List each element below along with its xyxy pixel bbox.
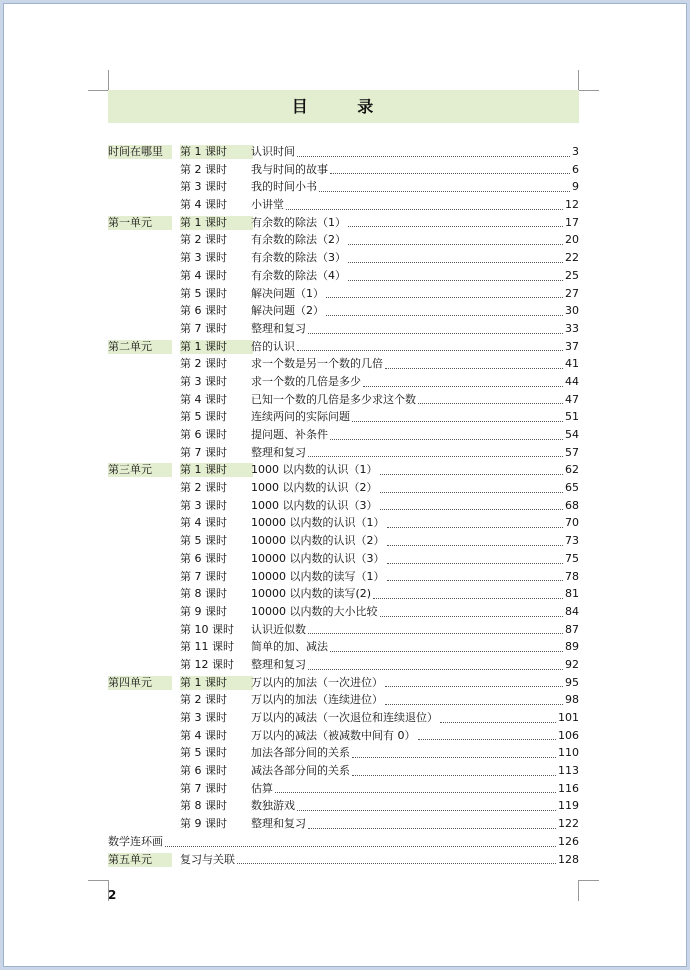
- toc-lesson-label: 第 4 课时: [180, 198, 227, 212]
- toc-lesson-label: 第 5 课时: [180, 286, 227, 300]
- toc-page-number: 116: [558, 781, 579, 795]
- toc-entry: [251, 320, 579, 338]
- toc-lesson-label: 第 6 课时: [180, 304, 227, 318]
- toc-page-number: 9: [572, 180, 579, 194]
- toc-page-number: 128: [558, 852, 579, 866]
- toc-entry: [180, 851, 579, 869]
- toc-row[interactable]: [108, 143, 579, 161]
- toc-title: 目 录: [108, 90, 579, 123]
- toc-entry-title: 我与时间的故事: [251, 162, 328, 176]
- toc-dot-leader: [297, 798, 556, 811]
- toc-dot-leader: [380, 497, 564, 510]
- toc-lesson-label: 第 5 课时: [180, 746, 227, 760]
- toc-entry-title: 10000 以内数的读写（1）: [251, 569, 385, 583]
- page-number: 2: [108, 888, 117, 902]
- toc-dot-leader: [308, 444, 563, 457]
- toc-entry-title: 整理和复习: [251, 321, 306, 335]
- toc-entry: [251, 497, 579, 515]
- toc-entry: [251, 143, 579, 161]
- toc-dot-leader: [297, 144, 570, 157]
- toc-row[interactable]: [108, 797, 579, 815]
- toc-row[interactable]: [108, 568, 579, 586]
- toc-dot-leader: [308, 321, 563, 334]
- toc-row[interactable]: [108, 727, 579, 745]
- toc-entry: [251, 674, 579, 692]
- toc-entry-title: 倍的认识: [251, 339, 295, 353]
- toc-dot-leader: [385, 674, 563, 687]
- toc-row[interactable]: [108, 461, 579, 479]
- toc-entry-title: 10000 以内数的认识（3）: [251, 551, 385, 565]
- toc-entry: [251, 656, 579, 674]
- toc-page-number: 89: [565, 640, 579, 654]
- toc-lesson-label: 第 1 课时: [180, 340, 253, 354]
- toc-entry: [251, 302, 579, 320]
- toc-page-number: 37: [565, 339, 579, 353]
- toc-entry-title: 整理和复习: [251, 817, 306, 831]
- toc-entry: [251, 815, 579, 833]
- toc-dot-leader: [380, 604, 564, 617]
- toc-lesson-label: 第 3 课时: [180, 374, 227, 388]
- toc-entry-title: 万以内的加法（一次进位）: [251, 675, 383, 689]
- toc-page-number: 41: [565, 357, 579, 371]
- toc-entry: [251, 780, 579, 798]
- toc-lesson-label: 第 7 课时: [180, 781, 227, 795]
- toc-row[interactable]: [108, 780, 579, 798]
- toc-unit-label: 第一单元: [108, 216, 172, 230]
- toc-dot-leader: [348, 268, 563, 281]
- toc-dot-leader: [387, 568, 564, 581]
- toc-entry: [251, 744, 579, 762]
- toc-lesson-label: 第 1 课时: [180, 145, 253, 159]
- toc-page-number: 25: [565, 268, 579, 282]
- toc-dot-leader: [165, 834, 556, 847]
- toc-row[interactable]: [108, 302, 579, 320]
- toc-entry: [108, 833, 579, 851]
- toc-row[interactable]: [108, 161, 579, 179]
- toc-page-number: 73: [565, 534, 579, 548]
- toc-lesson-label: 第 3 课时: [180, 498, 227, 512]
- toc-page-number: 44: [565, 374, 579, 388]
- toc-entry: [251, 408, 579, 426]
- toc-dot-leader: [330, 161, 570, 174]
- toc-page-number: 126: [558, 834, 579, 848]
- toc-entry: [251, 355, 579, 373]
- toc-lesson-label: 第 4 课时: [180, 728, 227, 742]
- toc-entry-title: 10000 以内数的认识（2）: [251, 534, 385, 548]
- toc-dot-leader: [308, 816, 556, 829]
- toc-lesson-label: 第 6 课时: [180, 428, 227, 441]
- toc-page-number: 122: [558, 817, 579, 831]
- toc-entry-title: 认识时间: [251, 145, 295, 158]
- toc-entry-title: 估算: [251, 781, 273, 795]
- toc-lesson-label: 第 10 课时: [180, 622, 234, 636]
- toc-entry-title: 简单的加、减法: [251, 640, 328, 654]
- toc-entry-title: 复习与关联: [180, 852, 235, 866]
- toc-row[interactable]: [108, 373, 579, 391]
- toc-row[interactable]: [108, 585, 579, 603]
- toc-entry-title: 整理和复习: [251, 445, 306, 459]
- toc-row[interactable]: [108, 603, 579, 621]
- toc-entry-title: 1000 以内数的认识（2）: [251, 481, 378, 495]
- toc-entry-title: 万以内的减法（被减数中间有 0）: [251, 728, 416, 742]
- toc-dot-leader: [348, 232, 563, 245]
- toc-unit-label: 第三单元: [108, 463, 172, 477]
- toc-entry: [251, 196, 579, 214]
- toc-row[interactable]: [108, 320, 579, 338]
- toc-lesson-label: 第 5 课时: [180, 534, 227, 548]
- toc-lesson-label: 第 1 课时: [180, 216, 253, 230]
- toc-page-number: 95: [565, 675, 579, 689]
- toc-entry: [251, 621, 579, 639]
- toc-entry: [251, 585, 579, 603]
- toc-entry-title: 万以内的加法（连续进位）: [251, 693, 383, 707]
- toc-row[interactable]: [108, 744, 579, 762]
- toc-dot-leader: [352, 745, 556, 758]
- toc-page-number: 113: [558, 764, 579, 778]
- toc-row[interactable]: [108, 621, 579, 639]
- toc-row[interactable]: [108, 444, 579, 462]
- toc-lesson-label: 第 4 课时: [180, 268, 227, 282]
- toc-dot-leader: [387, 533, 564, 546]
- toc-entry: [251, 568, 579, 586]
- toc-dot-leader: [380, 480, 564, 493]
- toc-entry-title: 有余数的除法（3）: [251, 251, 346, 265]
- toc-dot-leader: [297, 338, 563, 351]
- toc-entry: [251, 214, 579, 232]
- toc-entry: [251, 691, 579, 709]
- toc-lesson-label: 第 7 课时: [180, 445, 227, 459]
- toc-lesson-label: 第 2 课时: [180, 481, 227, 495]
- toc-lesson-label: 第 4 课时: [180, 392, 227, 406]
- toc-entry-title: 10000 以内数的读写(2): [251, 587, 372, 601]
- toc-entry: [251, 603, 579, 621]
- toc-row[interactable]: [108, 815, 579, 833]
- toc-page-number: 70: [565, 516, 579, 530]
- toc-page-number: 106: [558, 728, 579, 742]
- toc-row[interactable]: [108, 391, 579, 409]
- toc-entry-title: 提问题、补条件: [251, 428, 328, 441]
- toc-dot-leader: [237, 851, 556, 864]
- toc-lesson-label: 第 9 课时: [180, 604, 227, 618]
- toc-entry-title: 求一个数是另一个数的几倍: [251, 357, 383, 371]
- toc-row[interactable]: [108, 214, 579, 232]
- toc-entry-title: 整理和复习: [251, 657, 306, 671]
- toc-row[interactable]: [108, 355, 579, 373]
- toc-lesson-label: 第 3 课时: [180, 711, 227, 724]
- toc-dot-leader: [440, 710, 556, 723]
- toc-page-number: 27: [565, 286, 579, 300]
- toc-unit-label: 第四单元: [108, 676, 172, 690]
- toc-dot-leader: [308, 657, 563, 670]
- toc-entry: [251, 267, 579, 285]
- toc-row[interactable]: [108, 426, 579, 444]
- toc-entry: [251, 514, 579, 532]
- toc-lesson-label: 第 8 课时: [180, 799, 227, 813]
- toc-page-number: 65: [565, 481, 579, 495]
- toc-page-number: 54: [565, 428, 579, 441]
- toc-entry: [251, 161, 579, 179]
- toc-entry: [251, 391, 579, 409]
- toc-dot-leader: [385, 356, 563, 369]
- toc-lesson-label: 第 11 课时: [180, 640, 234, 654]
- toc-row[interactable]: [108, 408, 579, 426]
- toc-entry-title: 1000 以内数的认识（1）: [251, 463, 378, 477]
- toc-entry-title: 已知一个数的几倍是多少求这个数: [251, 392, 416, 406]
- toc-lesson-label: 第 2 课时: [180, 162, 227, 176]
- table-of-contents: [108, 143, 579, 868]
- toc-entry-title: 我的时间小书: [251, 180, 317, 194]
- toc-entry: [251, 444, 579, 462]
- toc-entry: [251, 373, 579, 391]
- toc-lesson-label: 第 2 课时: [180, 233, 227, 247]
- toc-entry: [251, 797, 579, 815]
- toc-unit-label: 第二单元: [108, 340, 172, 354]
- toc-lesson-label: 第 2 课时: [180, 693, 227, 707]
- toc-row[interactable]: [108, 532, 579, 550]
- toc-lesson-label: 第 6 课时: [180, 551, 227, 565]
- toc-lesson-label: 第 2 课时: [180, 357, 227, 371]
- toc-page-number: 20: [565, 233, 579, 247]
- toc-lesson-label: 第 7 课时: [180, 569, 227, 583]
- toc-page-number: 78: [565, 569, 579, 583]
- toc-entry-title: 数学连环画: [108, 834, 163, 848]
- toc-entry-title: 连续两问的实际问题: [251, 410, 350, 424]
- toc-dot-leader: [380, 462, 564, 475]
- toc-row[interactable]: [108, 497, 579, 515]
- toc-dot-leader: [319, 179, 570, 192]
- toc-page-number: 75: [565, 551, 579, 565]
- toc-entry-title: 有余数的除法（4）: [251, 268, 346, 282]
- toc-lesson-label: 第 1 课时: [180, 463, 253, 477]
- toc-entry: [251, 727, 579, 745]
- toc-dot-leader: [286, 197, 563, 210]
- toc-entry: [251, 178, 579, 196]
- toc-entry-title: 万以内的减法（一次退位和连续退位）: [251, 711, 438, 724]
- toc-entry-title: 有余数的除法（1）: [251, 215, 346, 229]
- toc-row[interactable]: [108, 638, 579, 656]
- toc-row[interactable]: [108, 656, 579, 674]
- toc-entry: [251, 550, 579, 568]
- toc-entry-title: 认识近似数: [251, 622, 306, 636]
- toc-entry: [251, 231, 579, 249]
- toc-entry: [251, 338, 579, 356]
- toc-page-number: 33: [565, 321, 579, 335]
- toc-row[interactable]: [108, 231, 579, 249]
- crop-mark-bottom-right: [578, 880, 599, 901]
- toc-lesson-label: 第 12 课时: [180, 657, 234, 671]
- toc-entry-title: 1000 以内数的认识（3）: [251, 498, 378, 512]
- toc-row[interactable]: [108, 196, 579, 214]
- toc-dot-leader: [348, 214, 563, 227]
- toc-page-number: 30: [565, 304, 579, 318]
- toc-dot-leader: [348, 250, 563, 263]
- toc-lesson-label: 第 3 课时: [180, 251, 227, 265]
- toc-row[interactable]: [108, 514, 579, 532]
- toc-entry-title: 数独游戏: [251, 799, 295, 813]
- toc-page-number: 6: [572, 162, 579, 176]
- toc-entry: [251, 532, 579, 550]
- toc-row[interactable]: [108, 285, 579, 303]
- toc-row[interactable]: [108, 709, 579, 727]
- toc-row[interactable]: [108, 267, 579, 285]
- toc-dot-leader: [330, 639, 563, 652]
- toc-entry-title: 解决问题（1）: [251, 286, 324, 300]
- toc-dot-leader: [363, 374, 563, 387]
- toc-lesson-label: 第 6 课时: [180, 764, 227, 778]
- toc-row[interactable]: [108, 550, 579, 568]
- crop-mark-bottom-left: [88, 880, 109, 901]
- toc-page-number: 101: [558, 711, 579, 724]
- toc-lesson-label: 第 4 课时: [180, 516, 227, 530]
- toc-unit-label: 时间在哪里: [108, 145, 172, 159]
- toc-entry: [251, 479, 579, 497]
- toc-dot-leader: [418, 391, 563, 404]
- toc-entry: [251, 638, 579, 656]
- toc-row[interactable]: [108, 674, 579, 692]
- toc-row[interactable]: [108, 691, 579, 709]
- toc-dot-leader: [352, 763, 556, 776]
- crop-mark-top-right: [578, 70, 599, 91]
- toc-row[interactable]: [108, 833, 579, 851]
- toc-page-number: 110: [558, 746, 579, 760]
- toc-entry-title: 10000 以内数的大小比较: [251, 604, 378, 618]
- toc-dot-leader: [326, 285, 563, 298]
- toc-entry-title: 加法各部分间的关系: [251, 746, 350, 760]
- toc-row[interactable]: [108, 338, 579, 356]
- toc-dot-leader: [418, 727, 557, 740]
- toc-page-number: 92: [565, 657, 579, 671]
- toc-page-number: 17: [565, 215, 579, 229]
- toc-entry: [251, 249, 579, 267]
- toc-page-number: 68: [565, 498, 579, 512]
- toc-entry-title: 小讲堂: [251, 198, 284, 212]
- toc-lesson-label: 第 7 课时: [180, 321, 227, 335]
- crop-mark-top-left: [88, 70, 109, 91]
- toc-dot-leader: [387, 551, 564, 564]
- toc-entry: [251, 426, 579, 444]
- toc-row[interactable]: [108, 178, 579, 196]
- toc-entry: [251, 762, 579, 780]
- toc-entry: [251, 461, 579, 479]
- toc-dot-leader: [385, 692, 563, 705]
- toc-row[interactable]: [108, 479, 579, 497]
- toc-entry-title: 求一个数的几倍是多少: [251, 374, 361, 388]
- toc-lesson-label: 第 8 课时: [180, 587, 227, 601]
- toc-page-number: 51: [565, 410, 579, 424]
- toc-page-number: 22: [565, 251, 579, 265]
- toc-lesson-label: 第 5 课时: [180, 410, 227, 424]
- toc-page-number: 12: [565, 198, 579, 212]
- toc-page-number: 84: [565, 604, 579, 618]
- toc-entry: [251, 285, 579, 303]
- toc-page-number: 98: [565, 693, 579, 707]
- toc-dot-leader: [373, 586, 563, 599]
- toc-dot-leader: [326, 303, 563, 316]
- toc-lesson-label: 第 9 课时: [180, 817, 227, 831]
- toc-lesson-label: 第 1 课时: [180, 676, 253, 690]
- toc-page-number: 3: [572, 145, 579, 158]
- toc-dot-leader: [330, 427, 563, 440]
- toc-page-number: 87: [565, 622, 579, 636]
- toc-dot-leader: [308, 621, 563, 634]
- toc-unit-label: 第五单元: [108, 853, 172, 867]
- toc-row[interactable]: [108, 249, 579, 267]
- toc-page-number: 47: [565, 392, 579, 406]
- toc-entry: [251, 709, 579, 727]
- toc-dot-leader: [352, 409, 563, 422]
- toc-page-number: 57: [565, 445, 579, 459]
- toc-dot-leader: [275, 780, 556, 793]
- toc-row[interactable]: [108, 762, 579, 780]
- toc-entry-title: 解决问题（2）: [251, 304, 324, 318]
- toc-page-number: 119: [558, 799, 579, 813]
- toc-entry-title: 10000 以内数的认识（1）: [251, 516, 385, 530]
- toc-page-number: 81: [565, 587, 579, 601]
- toc-lesson-label: 第 3 课时: [180, 180, 227, 194]
- toc-dot-leader: [387, 515, 564, 528]
- toc-entry-title: 减法各部分间的关系: [251, 764, 350, 778]
- toc-entry-title: 有余数的除法（2）: [251, 233, 346, 247]
- toc-page-number: 62: [565, 463, 579, 477]
- toc-row[interactable]: [108, 851, 579, 869]
